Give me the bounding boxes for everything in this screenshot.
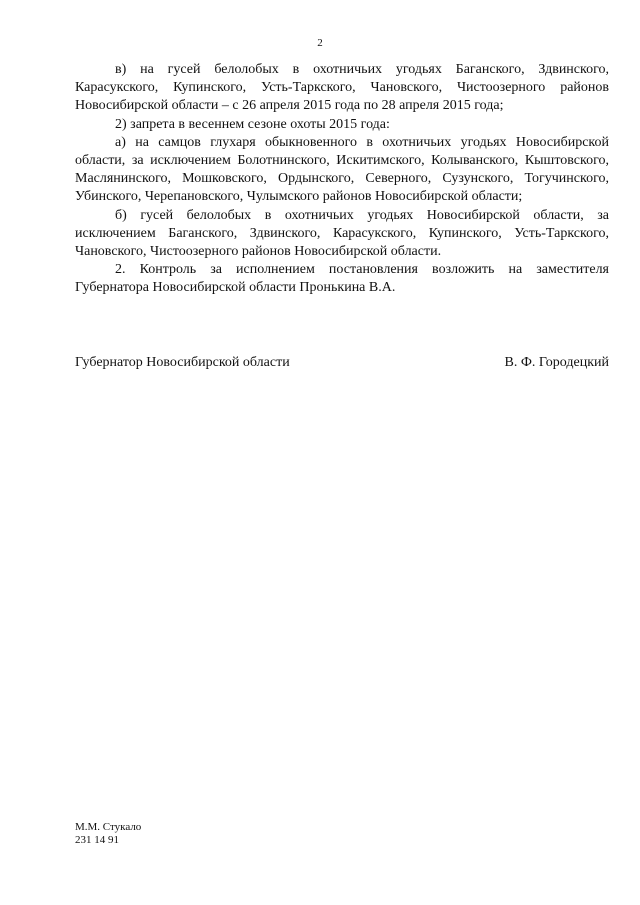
executor-name: М.М. Стукало: [75, 821, 142, 833]
paragraph-capercaillie-ban: а) на самцов глухаря обыкновенного в охотничьих угодьях Новосибирской области, за исключением Болотнинского, Искитимского, Колыванского, Кыштовского, Маслянинского, Мошковского, Ордынского, Северного, Сузунского, Тогучинского, Убинского, Черепановского, Чулымского районов Новосибирской области;: [75, 134, 609, 205]
paragraph-control: 2. Контроль за исполнением постановления возложить на заместителя Губернатора Новосибирской области Пронькина В.А.: [75, 262, 609, 296]
executor-phone: 231 14 91: [75, 834, 119, 846]
signature-block: [75, 355, 609, 371]
page-number: 2: [317, 37, 323, 49]
signatory-name: В. Ф. Городецкий: [504, 355, 609, 370]
executor-footer: [75, 821, 141, 847]
document-body: [75, 61, 609, 298]
paragraph-spring-ban-heading: 2) запрета в весеннем сезоне охоты 2015 года:: [115, 116, 390, 132]
signatory-position: Губернатор Новосибирской области: [75, 355, 290, 370]
paragraph-geese-ban: б) гусей белолобых в охотничьих угодьях Новосибирской области, за исключением Баганского, Здвинского, Карасукского, Купинского, Усть-Таркского, Чановского, Чистоозерного районов Новосибирской области.: [75, 207, 609, 260]
paragraph-geese-hunting-dates: в) на гусей белолобых в охотничьих угодьях Баганского, Здвинского, Карасукского, Купинского, Усть-Таркского, Чановского, Чистоозерного районов Новосибирской области – с 26 апреля 2015 года по 28 апреля 2015 года;: [75, 62, 609, 114]
